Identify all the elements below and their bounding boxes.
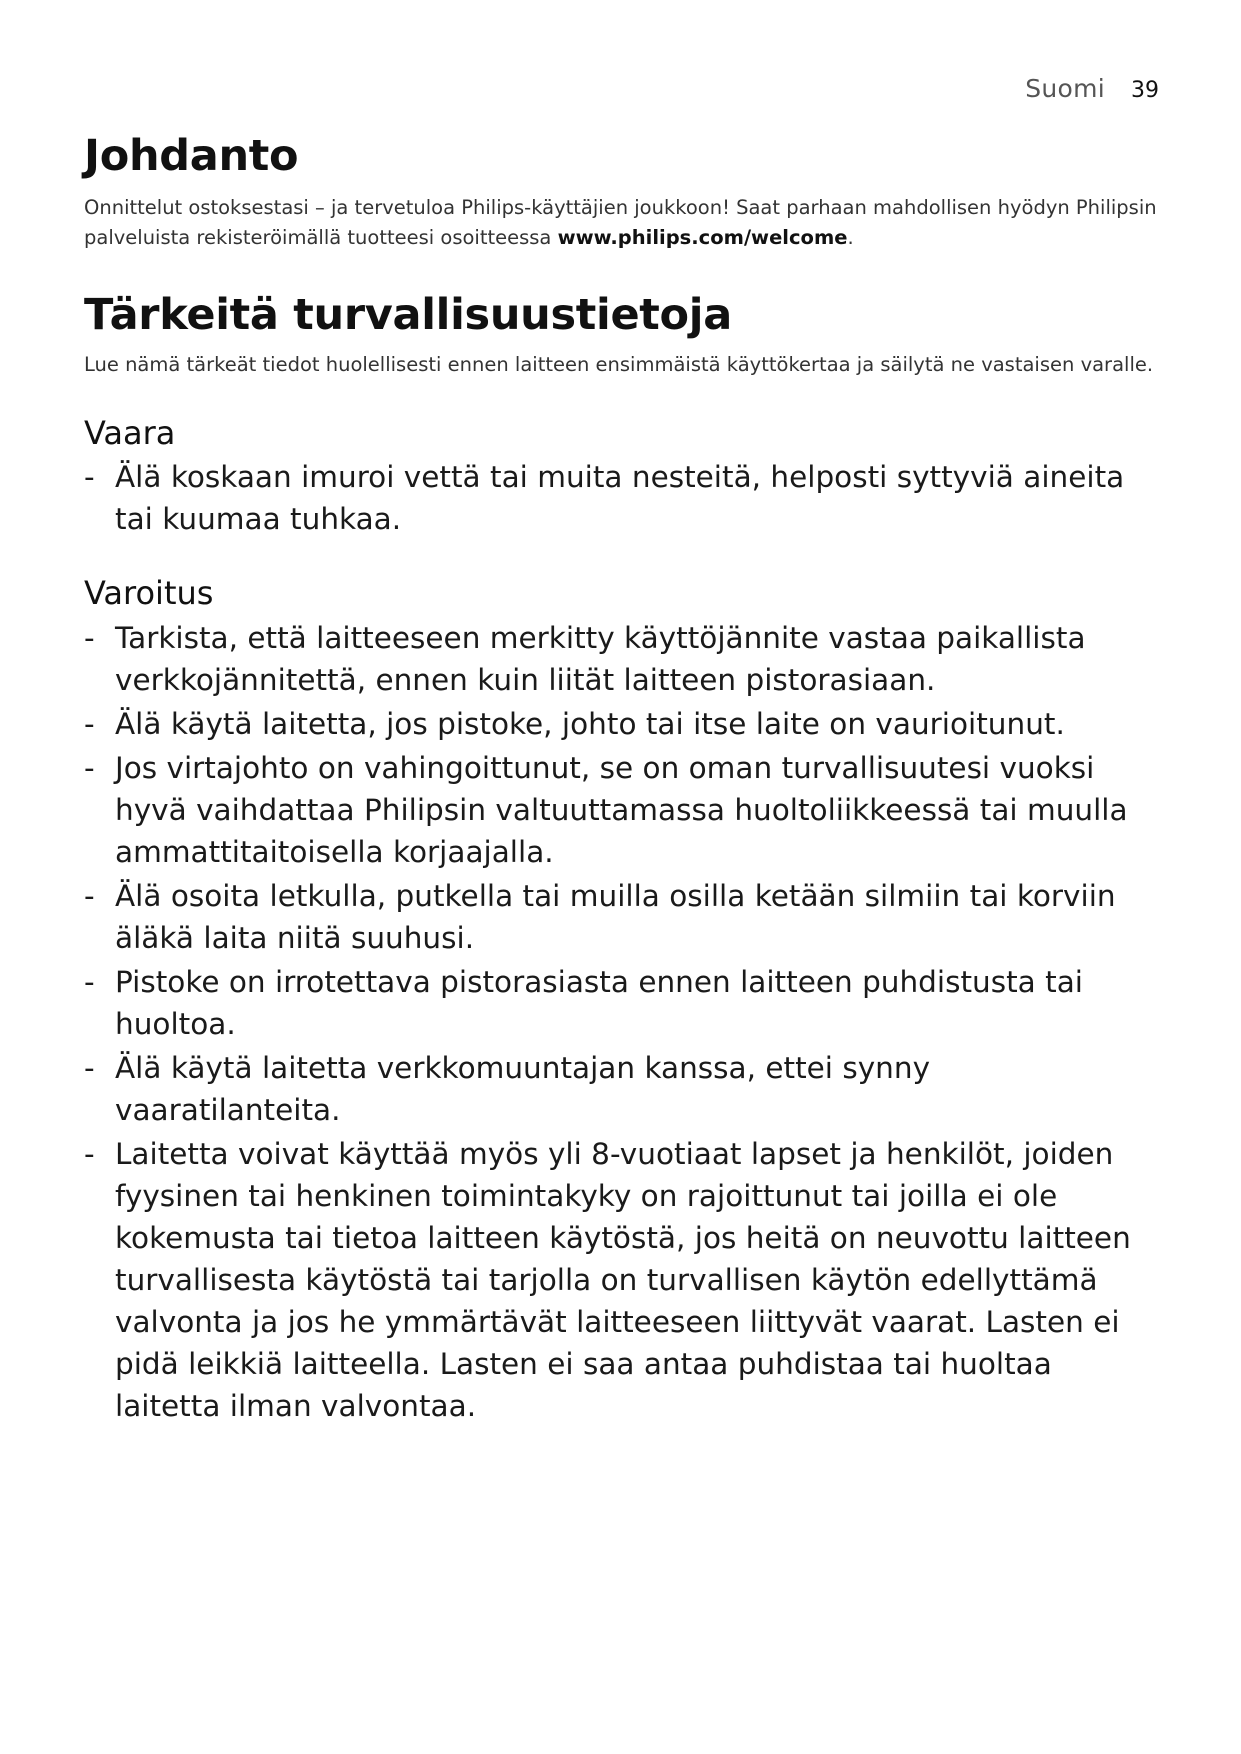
intro-heading: Johdanto: [84, 131, 299, 181]
warning-item-text: Jos virtajohto on vahingoittunut, se on oman turvallisuutesi vuoksi hyvä vaihdattaa Philipsin valtuuttamassa huoltoliikkeessä tai muulla ammattitaitoisella korjaajalla.: [115, 750, 1128, 869]
danger-item: [84, 456, 1164, 540]
warning-item: [84, 875, 1164, 959]
warning-item: [84, 747, 1164, 873]
warning-item: [84, 961, 1164, 1045]
warning-heading: Varoitus: [84, 574, 214, 613]
running-header: [1025, 74, 1159, 103]
intro-text-end: .: [847, 226, 854, 250]
bullet-dash: -: [84, 964, 95, 999]
warning-item-text: Laitetta voivat käyttää myös yli 8-vuotiaat lapset ja henkilöt, joiden fyysinen tai henkinen toimintakyky on rajoittunut tai joilla ei ole kokemusta tai tietoa laitteen käytöstä, jos heitä on neuvottu laitteen turvallisesta käytöstä tai tarjolla on turvallisen käytön edellyttämä valvonta ja jos he ymmärtävät laitteeseen liittyvät vaarat. Lasten ei pidä leikkiä laitteella. Lasten ei saa antaa puhdistaa tai huoltaa laitetta ilman valvontaa.: [115, 1136, 1131, 1423]
warning-item: [84, 617, 1164, 701]
bullet-dash: -: [84, 878, 95, 913]
warning-item-text: Älä käytä laitetta verkkomuuntajan kanssa, ettei synny vaaratilanteita.: [115, 1050, 931, 1127]
bullet-dash: -: [84, 706, 95, 741]
danger-list: [84, 456, 1164, 540]
warning-item: [84, 703, 1164, 745]
intro-text: Onnittelut ostoksestasi – ja tervetuloa Philips-käyttäjien joukkoon! Saat parhaan mahdollisen hyödyn Philipsin palveluista rekisteröimällä tuotteesi osoitteessa: [84, 196, 1157, 250]
warning-list: [84, 617, 1164, 1427]
danger-item-text: Älä koskaan imuroi vettä tai muita nesteitä, helposti syttyviä aineita tai kuumaa tuhkaa.: [115, 460, 1125, 537]
warning-item: [84, 1133, 1164, 1427]
danger-heading: Vaara: [84, 413, 176, 452]
bullet-dash: -: [84, 750, 95, 785]
safety-heading: Tärkeitä turvallisuustietoja: [84, 290, 732, 341]
welcome-url: www.philips.com/welcome: [557, 226, 848, 250]
bullet-dash: -: [84, 1136, 95, 1171]
warning-item: [84, 1047, 1164, 1131]
warning-item-text: Tarkista, että laitteeseen merkitty käyttöjännite vastaa paikallista verkkojännitettä, ennen kuin liität laitteen pistorasiaan.: [115, 620, 1086, 697]
page-content: [84, 132, 1164, 1429]
warning-item-text: Pistoke on irrotettava pistorasiasta ennen laitteen puhdistusta tai huoltoa.: [115, 964, 1083, 1041]
bullet-dash: -: [84, 620, 95, 655]
bullet-dash: -: [84, 460, 95, 495]
warning-item-text: Älä käytä laitetta, jos pistoke, johto tai itse laite on vaurioitunut.: [115, 706, 1065, 741]
warning-item-text: Älä osoita letkulla, putkella tai muilla osilla ketään silmiin tai korviin äläkä laita niitä suuhusi.: [115, 878, 1116, 955]
bullet-dash: -: [84, 1050, 95, 1085]
intro-paragraph: [84, 193, 1164, 253]
header-language: Suomi: [1025, 74, 1105, 103]
safety-intro-paragraph: Lue nämä tärkeät tiedot huolellisesti ennen laitteen ensimmäistä käyttökertaa ja säilytä ne vastaisen varalle.: [84, 352, 1154, 376]
page-number: 39: [1131, 78, 1159, 103]
